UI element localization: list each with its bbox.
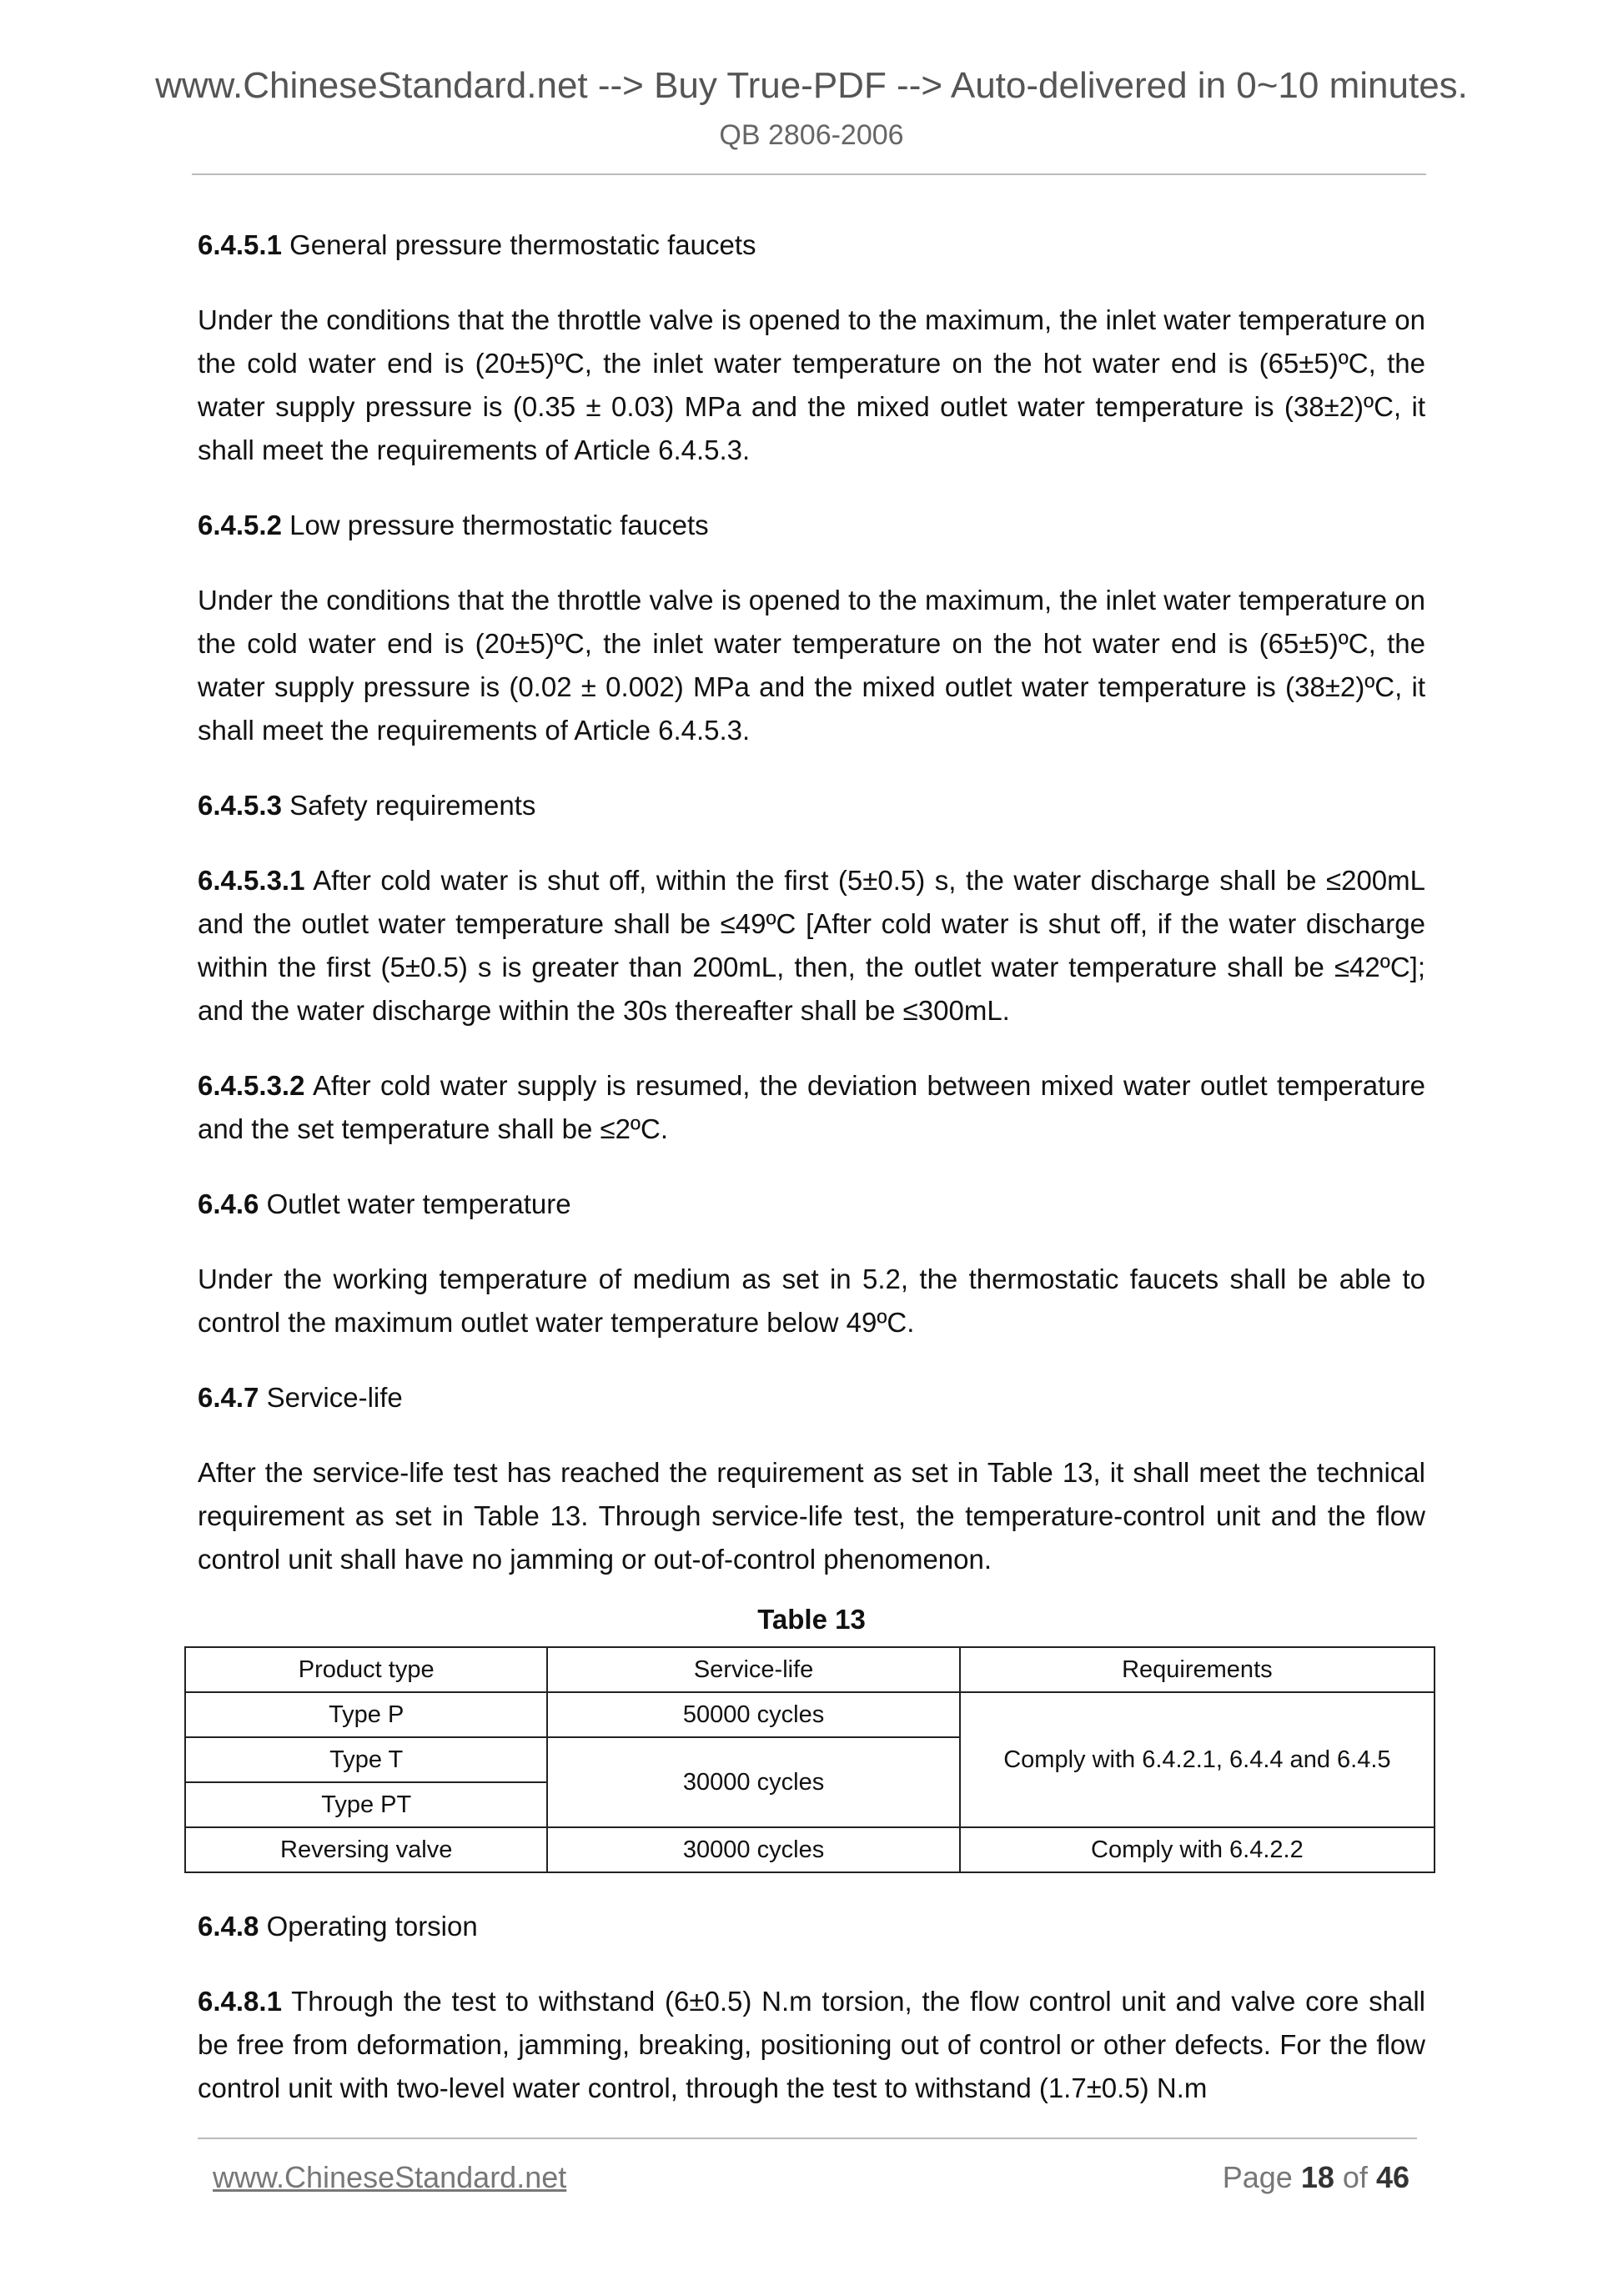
table-header-cell: Service-life bbox=[547, 1647, 959, 1692]
section-heading-6-4-5-1 bbox=[198, 224, 1425, 267]
footer-website-link[interactable]: www.ChineseStandard.net bbox=[213, 2160, 567, 2194]
table-header-row bbox=[185, 1647, 1435, 1692]
clause-6-4-5-3-1 bbox=[198, 859, 1425, 1032]
paragraph: Under the working temperature of medium as set in 5.2, the thermostatic faucets shall be able to control the maximum outlet water temperature below 49ºC. bbox=[198, 1264, 1425, 1338]
document-body bbox=[198, 224, 1425, 2142]
total-pages-number: 46 bbox=[1375, 2160, 1409, 2194]
section-number: 6.4.8 bbox=[198, 1911, 259, 1942]
footer-divider bbox=[198, 2138, 1417, 2139]
paragraph: Under the conditions that the throttle valve is opened to the maximum, the inlet water temperature on the cold water end is (20±5)ºC, the inlet water temperature on the hot water end is (65±5)ºC, the water supply pressure is (0.35 ± 0.03) MPa and the mixed outlet water temperature is (38±2)ºC, it shall meet the requirements of Article 6.4.5.3. bbox=[198, 304, 1425, 465]
table-header-cell: Requirements bbox=[960, 1647, 1435, 1692]
clause-text: After cold water supply is resumed, the deviation between mixed water outlet temperature and the set temperature shall be ≤2ºC. bbox=[198, 1070, 1425, 1144]
table-cell: 30000 cycles bbox=[547, 1827, 959, 1872]
doc-code: QB 2806-2006 bbox=[719, 119, 904, 151]
table-cell: 50000 cycles bbox=[547, 1692, 959, 1737]
table-cell: 30000 cycles bbox=[547, 1737, 959, 1827]
section-title: General pressure thermostatic faucets bbox=[289, 229, 756, 260]
paragraph: Under the conditions that the throttle valve is opened to the maximum, the inlet water temperature on the cold water end is (20±5)ºC, the inlet water temperature on the hot water end is (65±5)ºC, the water supply pressure is (0.02 ± 0.002) MPa and the mixed outlet water temperature is (38±2)ºC, it shall meet the requirements of Article 6.4.5.3. bbox=[198, 585, 1425, 746]
clause-6-4-8-1 bbox=[198, 1980, 1425, 2110]
table-13 bbox=[184, 1646, 1435, 1873]
page-of-label: of bbox=[1342, 2160, 1368, 2194]
section-title: Low pressure thermostatic faucets bbox=[289, 510, 709, 540]
clause-6-4-5-3-2 bbox=[198, 1064, 1425, 1151]
section-number: 6.4.7 bbox=[198, 1382, 259, 1413]
section-number: 6.4.5.3 bbox=[198, 790, 282, 821]
table-cell: Comply with 6.4.2.2 bbox=[960, 1827, 1435, 1872]
header-banner: www.ChineseStandard.net --> Buy True-PDF --> Auto-delivered in 0~10 minutes. bbox=[155, 65, 1468, 106]
table-cell: Type P bbox=[185, 1692, 547, 1737]
section-heading-6-4-7 bbox=[198, 1376, 1425, 1419]
section-heading-6-4-5-2 bbox=[198, 504, 1425, 547]
page-indicator bbox=[1223, 2160, 1409, 2195]
clause-text: After cold water is shut off, within the first (5±0.5) s, the water discharge shall be ≤200mL and the outlet water temperature shall be ≤49ºC [After cold water is shut off, if the water discharge within the first (5±0.5) s is greater than 200mL, then, the outlet water temperature shall be ≤42ºC]; and the water discharge within the 30s thereafter shall be ≤300mL. bbox=[198, 865, 1425, 1026]
paragraph: After the service-life test has reached the requirement as set in Table 13, it shall meet the technical requirement as set in Table 13. Through service-life test, the temperature-control unit and the flow control unit shall have no jamming or out-of-control phenomenon. bbox=[198, 1457, 1425, 1575]
clause-number: 6.4.5.3.2 bbox=[198, 1070, 305, 1101]
header-divider bbox=[192, 173, 1426, 175]
current-page-number: 18 bbox=[1300, 2160, 1334, 2194]
page-label: Page bbox=[1222, 2160, 1293, 2194]
table-cell: Type PT bbox=[185, 1782, 547, 1827]
section-title: Outlet water temperature bbox=[266, 1188, 571, 1219]
section-heading-6-4-8 bbox=[198, 1905, 1425, 1948]
table-row bbox=[185, 1692, 1435, 1737]
section-number: 6.4.6 bbox=[198, 1188, 259, 1219]
clause-number: 6.4.8.1 bbox=[198, 1986, 282, 2017]
clause-number: 6.4.5.3.1 bbox=[198, 865, 305, 896]
table-caption: Table 13 bbox=[757, 1604, 866, 1635]
table-header-cell: Product type bbox=[185, 1647, 547, 1692]
table-cell: Comply with 6.4.2.1, 6.4.4 and 6.4.5 bbox=[960, 1692, 1435, 1827]
section-heading-6-4-6 bbox=[198, 1183, 1425, 1226]
section-number: 6.4.5.1 bbox=[198, 229, 282, 260]
section-title: Safety requirements bbox=[289, 790, 536, 821]
section-title: Service-life bbox=[266, 1382, 403, 1413]
section-number: 6.4.5.2 bbox=[198, 510, 282, 540]
section-heading-6-4-5-3 bbox=[198, 784, 1425, 827]
table-cell: Reversing valve bbox=[185, 1827, 547, 1872]
table-row bbox=[185, 1827, 1435, 1872]
section-title: Operating torsion bbox=[266, 1911, 478, 1942]
clause-text: Through the test to withstand (6±0.5) N.m torsion, the flow control unit and valve core shall be free from deformation, jamming, breaking, positioning out of control or other defects. For the flow control unit with two-level water control, through the test to withstand (1.7±0.5) N.m bbox=[198, 1986, 1425, 2103]
table-cell: Type T bbox=[185, 1737, 547, 1782]
